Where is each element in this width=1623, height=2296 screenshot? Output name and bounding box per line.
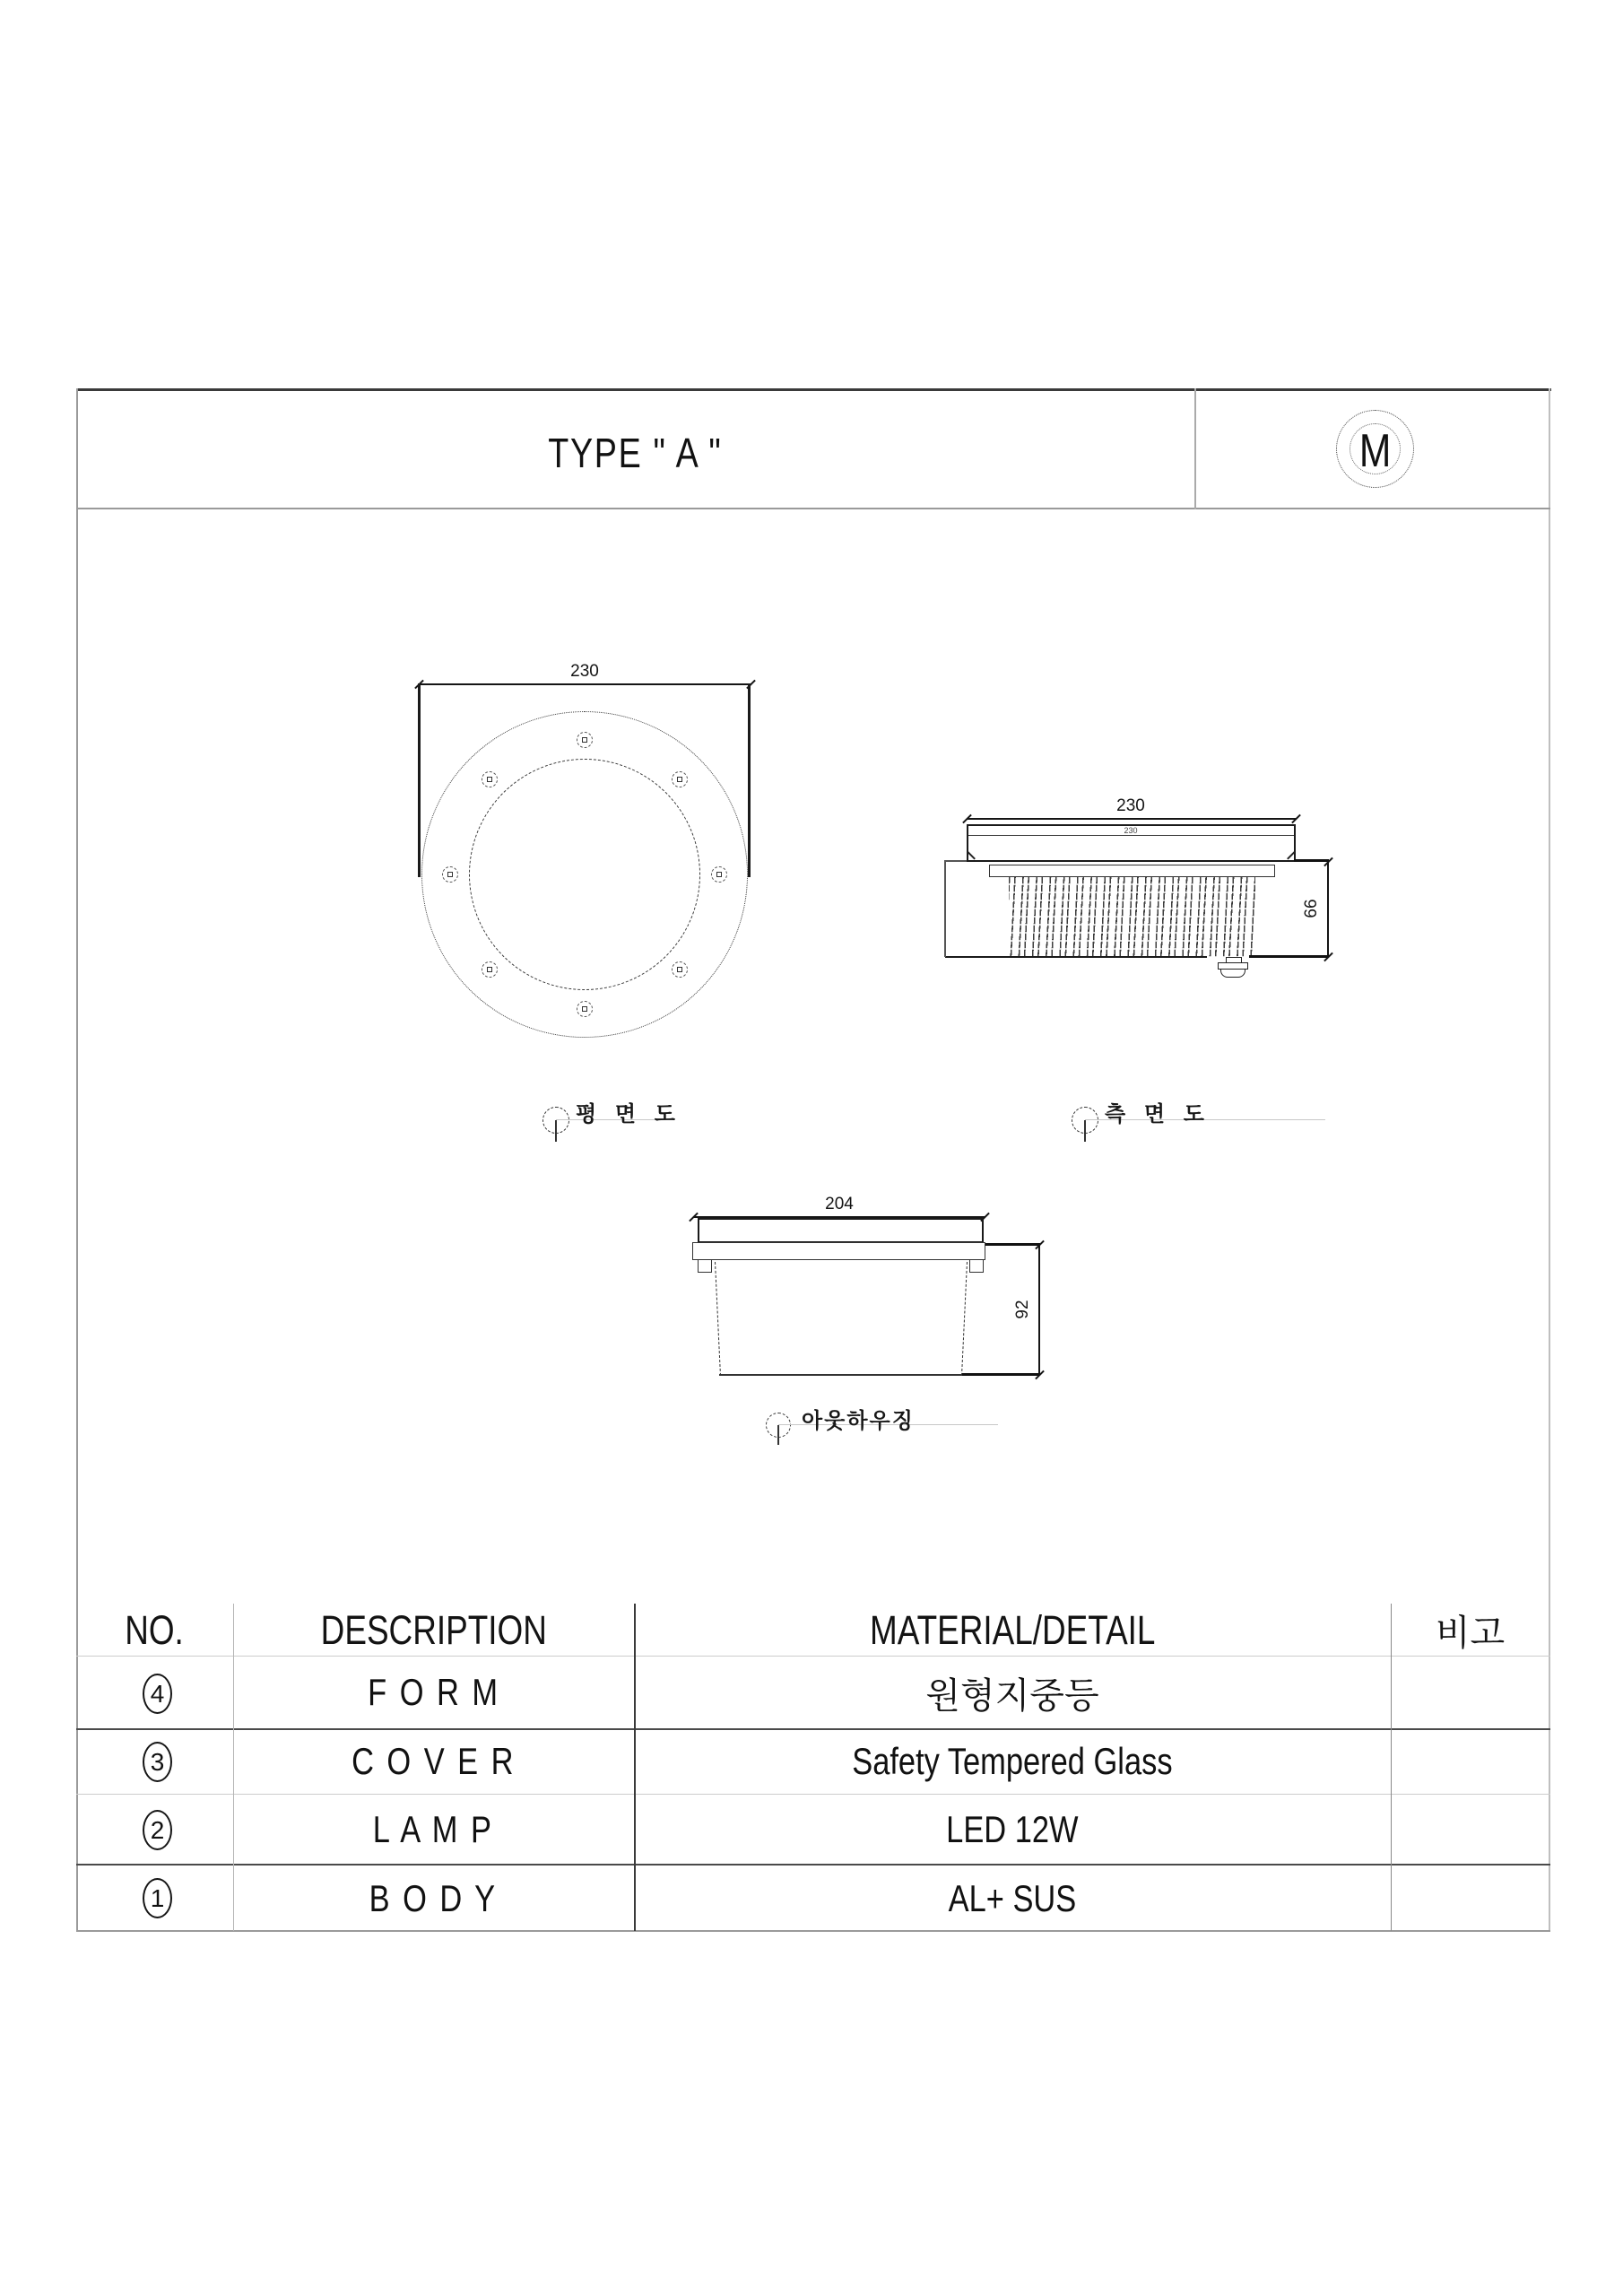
plan-extension-line-right	[748, 683, 751, 877]
plan-screw-center-n	[582, 737, 587, 743]
side-heatsink-fins	[1009, 877, 1255, 957]
frame-left-border	[76, 388, 78, 1932]
stamp-letter: M	[1358, 425, 1392, 477]
table-row-description: B O D Y	[369, 1876, 498, 1919]
side-dim-width-inner-label: 230	[1124, 826, 1138, 835]
side-flange-inner-line	[968, 835, 1294, 836]
side-bottom-line	[945, 956, 1207, 958]
side-right-ext-top	[1294, 859, 1329, 862]
outhousing-height-dim-line	[1038, 1244, 1040, 1375]
table-row-number-badge: 3	[143, 1742, 172, 1782]
side-dim-line	[967, 818, 1296, 820]
plan-screw-center-s	[582, 1006, 587, 1012]
table-row-description: L A M P	[373, 1807, 494, 1850]
side-label-marker-stem	[1084, 1120, 1086, 1142]
plan-screw-center-sw	[487, 967, 492, 972]
plan-screw-center-w	[447, 872, 453, 877]
plan-screw-center-e	[716, 872, 722, 877]
outhousing-view-label: 아웃하우징	[802, 1409, 915, 1433]
outhousing-dim-height-label: 92	[1013, 1300, 1032, 1319]
table-header-description: DESCRIPTION	[320, 1606, 547, 1653]
plan-screw-center-nw	[487, 777, 492, 782]
outhousing-bucket-bottom	[719, 1374, 962, 1376]
outhousing-right-ext-top	[985, 1243, 1040, 1246]
plan-view-label: 평 면 도	[576, 1102, 681, 1126]
side-left-dim-ext	[944, 860, 967, 862]
outhousing-right-ext-bottom	[962, 1373, 1040, 1376]
sheet-title	[76, 429, 1194, 477]
outhousing-flange-top	[698, 1218, 984, 1243]
plan-dim-line	[419, 683, 751, 685]
outhousing-bucket-side-left	[715, 1262, 722, 1376]
outhousing-flange-lower	[692, 1242, 985, 1260]
table-header-no: NO.	[125, 1606, 185, 1653]
outhousing-bucket-side-right	[961, 1262, 968, 1376]
titlebar-divider	[1194, 388, 1196, 509]
titlebar-bottom-border	[76, 508, 1550, 509]
table-row-material: Safety Tempered Glass	[852, 1740, 1173, 1782]
plan-screw-center-se	[677, 967, 682, 972]
table-row-description: F O R M	[367, 1671, 500, 1713]
plan-inner-circle	[469, 759, 700, 990]
table-row-number-badge: 4	[143, 1674, 172, 1714]
side-right-ext-bottom	[1249, 955, 1329, 958]
side-cable-gland-body	[1220, 969, 1245, 978]
table-row-material: AL+ SUS	[948, 1876, 1077, 1919]
frame-right-border	[1549, 388, 1550, 1932]
side-view-label: 측 면 도	[1105, 1102, 1211, 1126]
table-row-number-badge: 1	[143, 1878, 172, 1918]
outhousing-tab-left	[698, 1259, 712, 1273]
plan-extension-line-left	[418, 683, 421, 877]
table-header-material: MATERIAL/DETAIL	[869, 1606, 1156, 1653]
table-row-description: C O V E R	[352, 1740, 516, 1782]
outhousing-label-marker-stem	[777, 1425, 779, 1445]
side-left-dim-line	[944, 861, 946, 957]
plan-screw-center-ne	[677, 777, 682, 782]
plan-dim-width-label: 230	[570, 662, 599, 681]
outhousing-dim-width-label: 204	[825, 1195, 854, 1213]
table-row-material: 원형지중등	[925, 1675, 1099, 1716]
side-dim-width-label: 230	[1116, 796, 1145, 815]
plan-label-marker-stem	[555, 1120, 557, 1142]
side-height-dim-line	[1327, 861, 1329, 957]
table-row-material: LED 12W	[946, 1807, 1079, 1850]
outhousing-tab-right	[969, 1259, 984, 1273]
frame-top-border	[76, 388, 1551, 391]
side-retainer-strip	[989, 865, 1275, 877]
side-dim-height-label: 66	[1302, 899, 1321, 918]
table-header-remark: 비고	[1435, 1613, 1506, 1653]
sheet-title-text: TYPE " A "	[548, 430, 723, 476]
table-row-number-badge: 2	[143, 1810, 172, 1850]
